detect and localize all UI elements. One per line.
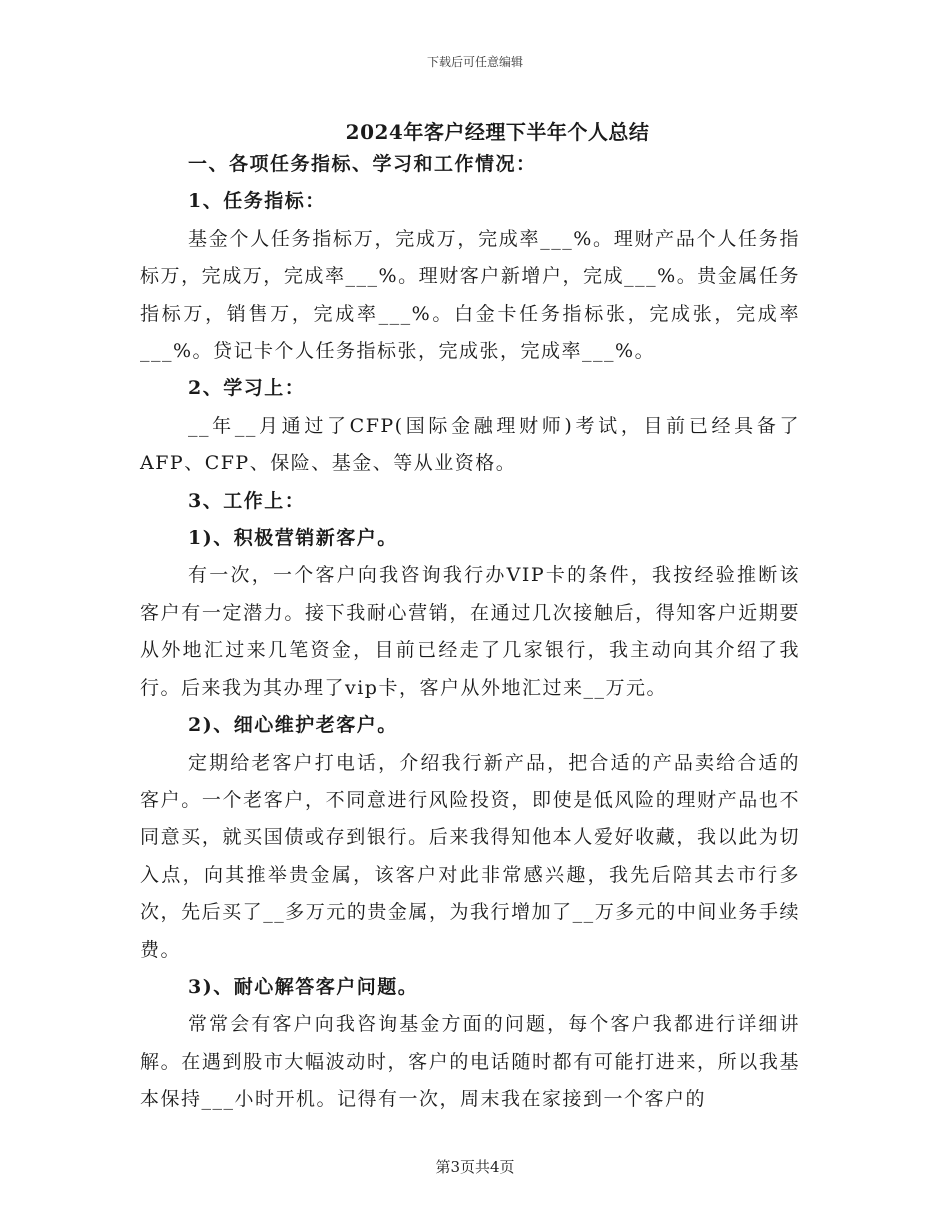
work-paragraph-3: 常常会有客户向我咨询基金方面的问题，每个客户我都进行详细讲解。在遇到股市大幅波动时，客户的电话随时都有可能打进来，所以我基本保持___小时开机。记得有一次，周末我在家接到一个客户的 [140,1013,800,1111]
header-note: 下载后可任意编辑 [426,55,523,69]
page-number-footer: 第3页共4页 [435,1158,515,1176]
work-subheading-3: 3)、耐心解答客户问题。 [188,975,419,998]
document-title: 2024年客户经理下半年个人总结 [345,120,650,144]
task-paragraph: 基金个人任务指标万，完成万，完成率___%。理财产品个人任务指标万，完成万，完成率___%。理财客户新增户，完成___%。贵金属任务指标万，销售万，完成率___%。白金卡任务指标张，完成张，完成率___%。贷记卡个人任务指标张，完成张，完成率___%。 [140,227,800,363]
section-heading: 一、各项任务指标、学习和工作情况： [188,153,537,175]
document-body [140,146,800,1119]
work-paragraph-2: 定期给老客户打电话，介绍我行新产品，把合适的产品卖给合适的客户。一个老客户，不同意进行风险投资，即使是低风险的理财产品也不同意买，就买国债或存到银行。后来我得知他本人爱好收藏，我以此为切入点，向其推举贵金属，该客户对此非常感兴趣，我先后陪其去市行多次，先后买了__多万元的贵金属，为我行增加了__万多元的中间业务手续费。 [140,751,800,961]
work-subheading-1: 1)、积极营销新客户。 [188,527,398,550]
work-heading: 3、工作上： [188,489,306,512]
work-subheading-2: 2)、细心维护老客户。 [188,714,398,737]
study-heading: 2、学习上： [188,377,306,400]
task-heading: 1、任务指标： [188,190,326,213]
study-paragraph: __年__月通过了CFP(国际金融理财师)考试，目前已经具备了AFP、CFP、保险、基金、等从业资格。 [140,414,800,475]
work-paragraph-1: 有一次，一个客户向我咨询我行办VIP卡的条件，我按经验推断该客户有一定潜力。接下我耐心营销，在通过几次接触后，得知客户近期要从外地汇过来几笔资金，目前已经走了几家银行，我主动向其介绍了我行。后来我为其办理了vip卡，客户从外地汇过来__万元。 [140,564,800,699]
